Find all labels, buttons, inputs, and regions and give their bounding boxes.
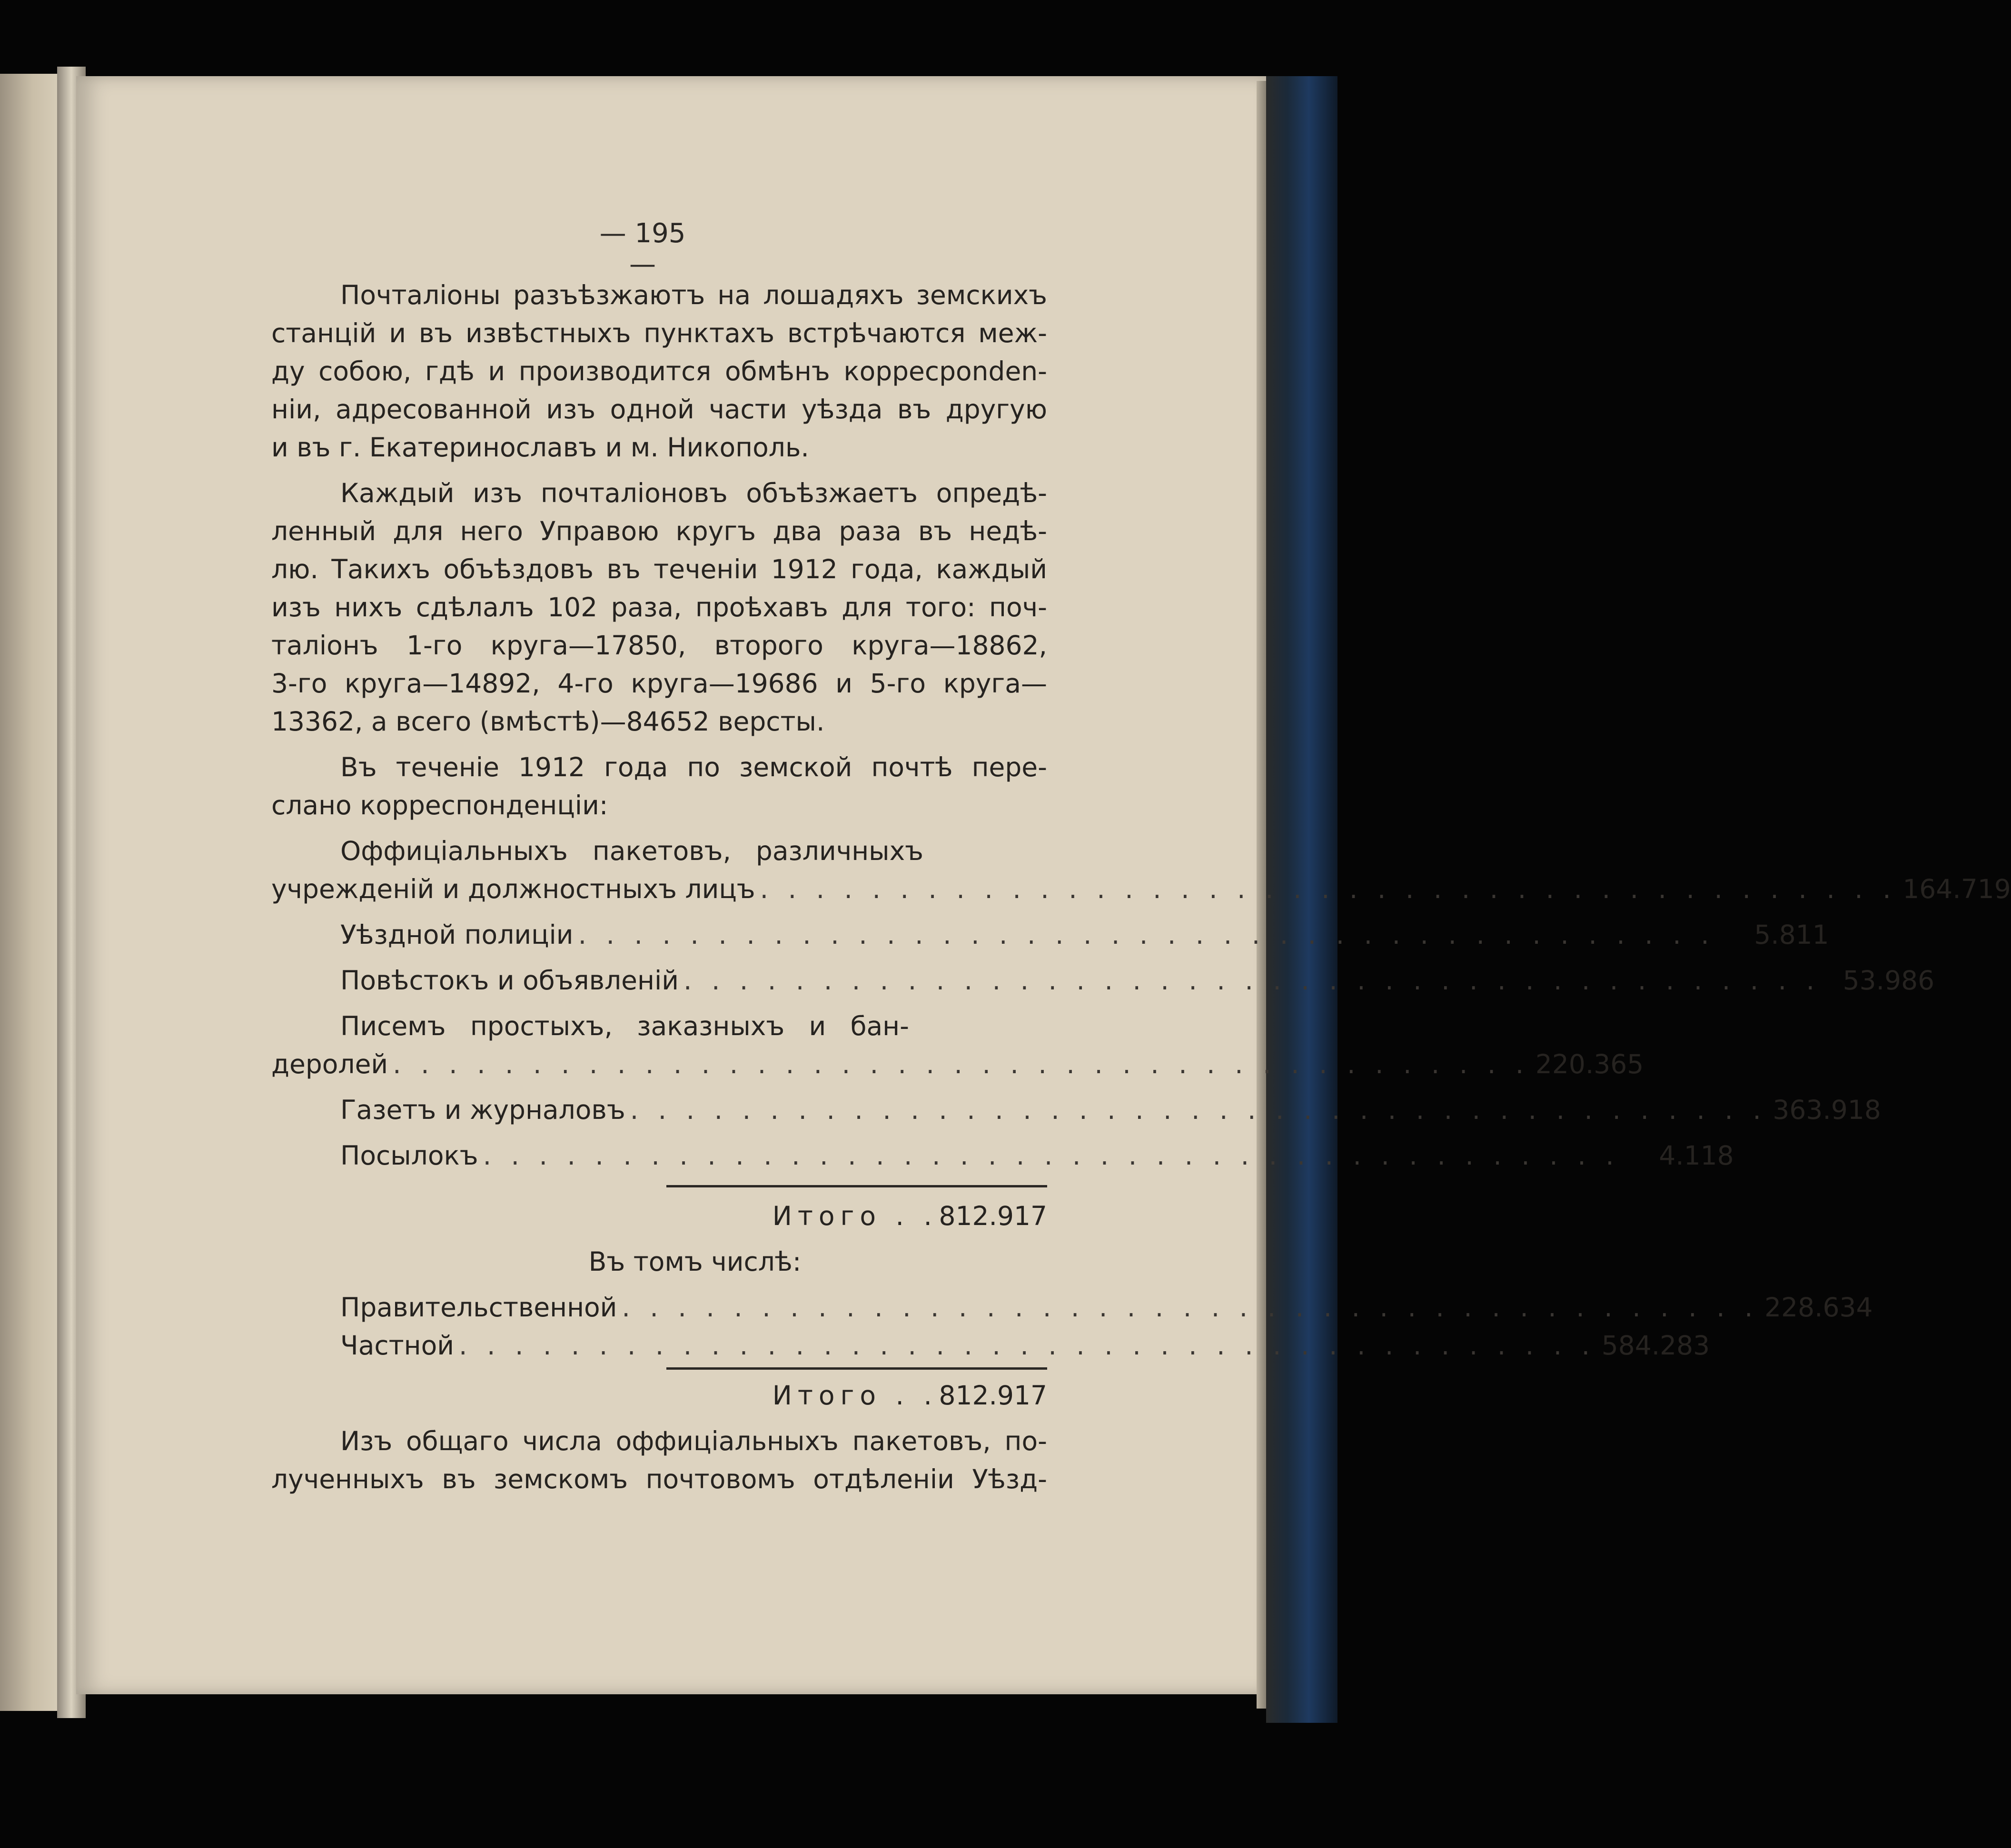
row-label: Газетъ и журналовъ [340, 1095, 625, 1125]
total-label: Итого . . [772, 1201, 938, 1231]
row-value: 584.283 [1601, 1330, 1710, 1361]
paragraph-4 [271, 1422, 1047, 1498]
table-row [271, 870, 2011, 908]
text-line: Въ теченіе 1912 года по земской почтѣ пере- [340, 752, 1047, 782]
text-line: станцій и въ извѣстныхъ пунктахъ встрѣчаются меж- [271, 318, 1047, 348]
row-label: учрежденій и должностныхъ лицъ [271, 874, 755, 904]
row-value: 363.918 [1773, 1095, 1881, 1125]
correspondence-table [271, 832, 2011, 1414]
row-value: 220.365 [1535, 1049, 1644, 1079]
text-line: 3-го круга—14892, 4-го круга—19686 и 5-го круга— [271, 668, 1047, 699]
row-value: 53.986 [1843, 965, 1935, 996]
table-row [271, 1136, 1734, 1175]
leader-dots: . . . . . . . . . . . . . . . . . . . . . . . . . . . . . . . . . . . . . . . . . [393, 1049, 1530, 1079]
row-label: Повѣстокъ и объявленій [340, 965, 679, 996]
total-rule [666, 1367, 1047, 1370]
table-label: Писемъ простыхъ, заказныхъ и бан- [340, 1011, 909, 1041]
total-rule [666, 1185, 1047, 1187]
table-row [271, 961, 1935, 999]
table-row [271, 1091, 1881, 1129]
text-line: 13362, а всего (вмѣстѣ)—84652 версты. [271, 706, 825, 737]
text-line: ніи, адресованной изъ одной части уѣзда въ другую [271, 394, 1047, 425]
table-row [271, 916, 1829, 954]
total-row [271, 1376, 1047, 1414]
leader-dots: . . . . . . . . . . . . . . . . . . . . . . . . . . . . . . . . . . . . . . . . . [483, 1140, 1620, 1171]
leader-dots: . . . . . . . . . . . . . . . . . . . . . . . . . . . . . . . . . . . . . . . . . [578, 919, 1715, 950]
text-line: лю. Такихъ объѣздовъ въ теченіи 1912 года, каждый [271, 554, 1047, 584]
table-label: Оффиціальныхъ пакетовъ, различныхъ [340, 836, 923, 866]
text-line: Каждый изъ почталіоновъ объѣзжаетъ опредѣ- [340, 478, 1047, 508]
table-row [271, 1045, 1644, 1083]
total-value: 812.917 [939, 1380, 1047, 1411]
text-line: ду собою, гдѣ и производится обмѣнъ корресponden- [271, 356, 1047, 386]
text-line: и въ г. Екатеринославъ и м. Никополь. [271, 432, 809, 463]
text-line: Почталіоны разъѣзжаютъ на лошадяхъ земскихъ [340, 280, 1047, 310]
row-value: 164.719 [1902, 874, 2011, 904]
page-number: — 195 — [599, 218, 686, 280]
leader-dots: . . . . . . . . . . . . . . . . . . . . . . . . . . . . . . . . . . . . . . . . . [684, 965, 1821, 996]
total-row [271, 1197, 1047, 1235]
page-body [271, 276, 2011, 1498]
paragraph-1 [271, 276, 1047, 466]
text-line: ленный для него Управою кругъ два раза въ недѣ- [271, 516, 1047, 546]
row-label: Посылокъ [340, 1140, 478, 1171]
paragraph-2 [271, 474, 1047, 741]
text-line: Изъ общаго числа оффиціальныхъ пакетовъ, по- [340, 1426, 1047, 1456]
row-value: 228.634 [1764, 1292, 1873, 1323]
row-value: 5.811 [1754, 919, 1829, 950]
row-label: Уѣздной полиціи [340, 919, 574, 950]
row-label: Частной [340, 1330, 455, 1361]
subheading: Въ томъ числѣ: [588, 1246, 802, 1277]
leader-dots: . . . . . . . . . . . . . . . . . . . . . . . . . . . . . . . . . . . . . . . . . [459, 1330, 1596, 1361]
text-line: таліонъ 1-го круга—17850, второго круга—18862, [271, 630, 1047, 661]
leader-dots: . . . . . . . . . . . . . . . . . . . . . . . . . . . . . . . . . . . . . . . . . [760, 874, 1897, 904]
paragraph-3 [271, 748, 1047, 824]
text-line: лученныхъ въ земскомъ почтовомъ отдѣленіи Уѣзд- [271, 1464, 1047, 1494]
text-line: изъ нихъ сдѣлалъ 102 раза, проѣхавъ для того: поч- [271, 592, 1047, 623]
row-value: 4.118 [1659, 1140, 1734, 1171]
total-label: Итого . . [772, 1380, 938, 1411]
leader-dots: . . . . . . . . . . . . . . . . . . . . . . . . . . . . . . . . . . . . . . . . . [630, 1095, 1767, 1125]
row-label: Правительственной [340, 1292, 617, 1323]
leader-dots: . . . . . . . . . . . . . . . . . . . . . . . . . . . . . . . . . . . . . . . . . [622, 1292, 1759, 1323]
row-label: деролей [271, 1049, 388, 1079]
table-row [271, 1288, 1873, 1326]
table-row [271, 1326, 1710, 1364]
total-value: 812.917 [939, 1201, 1047, 1231]
text-line: слано корреспонденціи: [271, 790, 608, 820]
